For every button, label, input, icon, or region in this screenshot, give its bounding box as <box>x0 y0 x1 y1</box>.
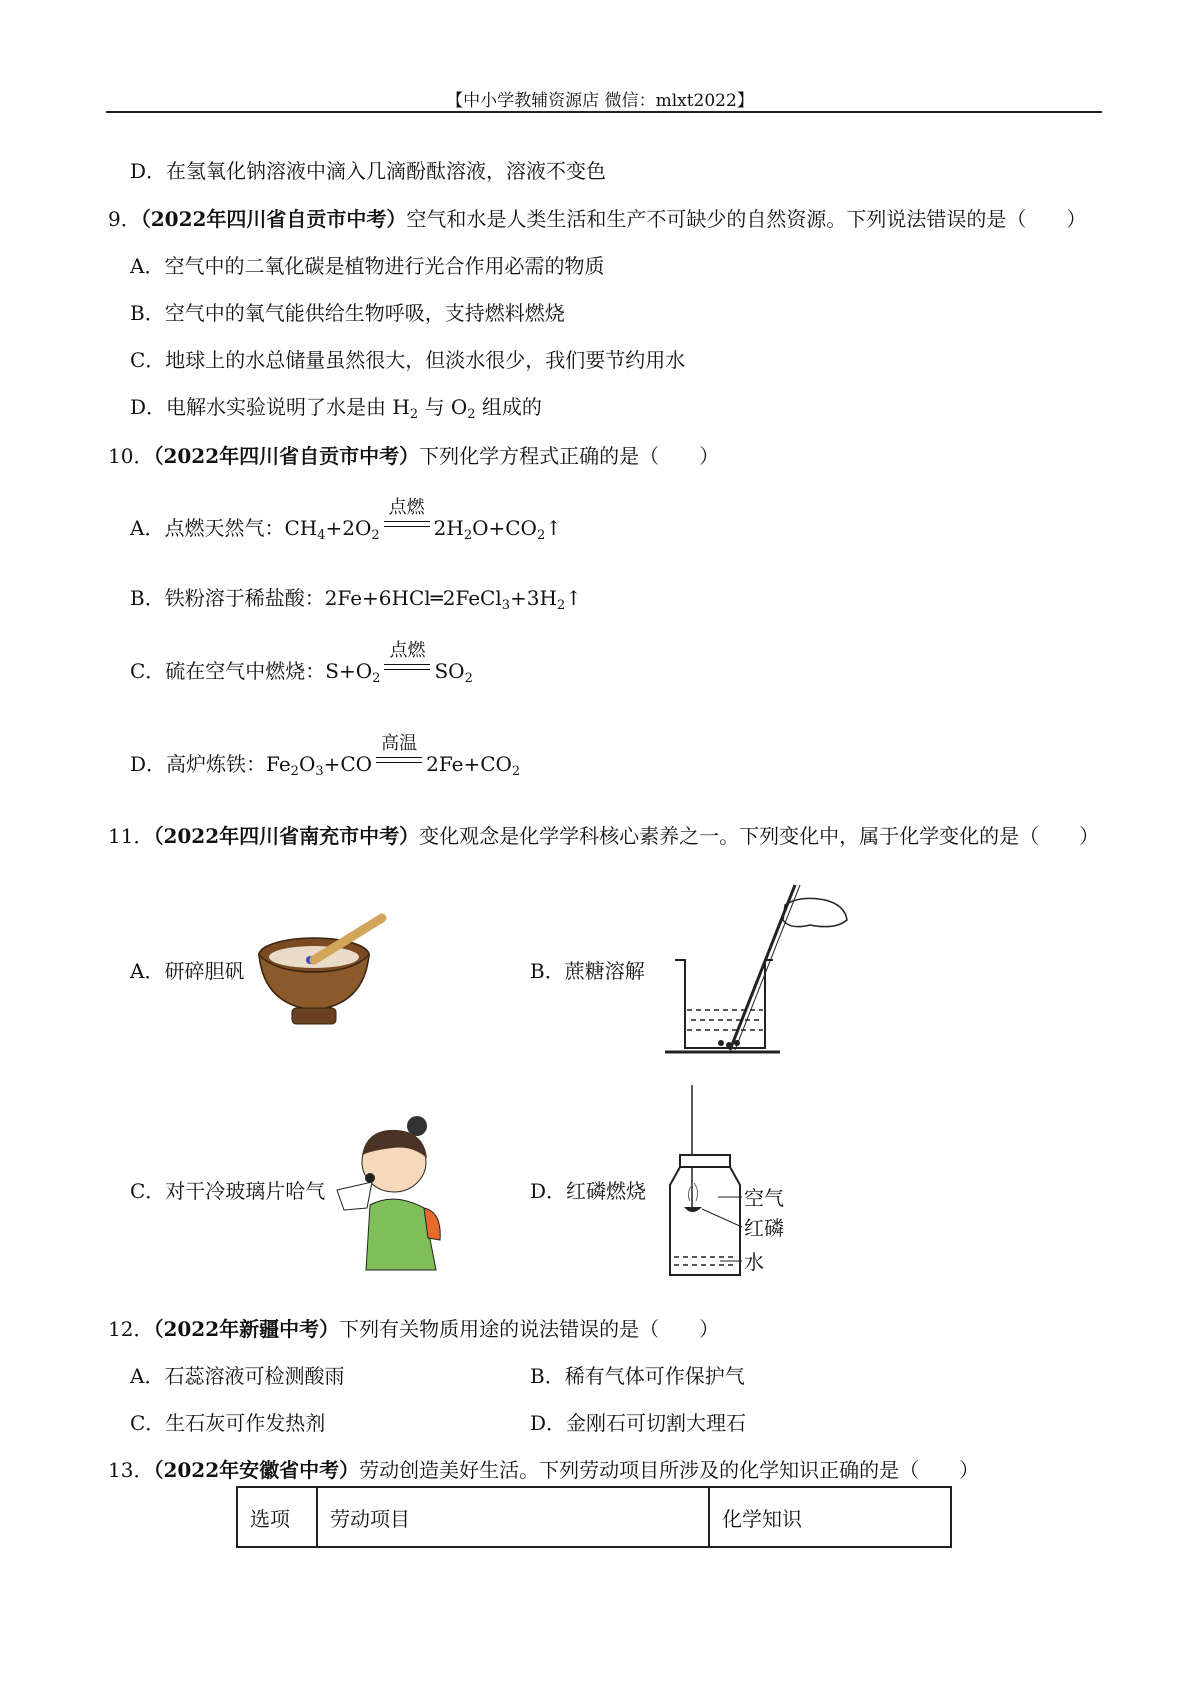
q10-option-d <box>130 733 521 779</box>
equation-text: O+CO <box>472 516 537 540</box>
subscript: 2 <box>511 764 521 779</box>
q10-source: （2022年四川省自贡市中考） <box>153 444 420 468</box>
q13-number: 13． <box>108 1458 154 1482</box>
q9-text: 空气和水是人类生活和生产不可缺少的自然资源。下列说法错误的是（ ） <box>406 207 1087 231</box>
condition-label: 高温 <box>381 733 418 754</box>
q9-option-d <box>130 391 542 420</box>
subscript: 2 <box>290 764 299 779</box>
q9-stem <box>108 203 1086 232</box>
equation-text: 2Fe+CO <box>426 752 512 776</box>
q12-option-c: C．生石灰可作发热剂 <box>130 1411 326 1435</box>
q13-table <box>236 1486 952 1548</box>
q9-option-b: B．空气中的氧气能供给生物呼吸，支持燃料燃烧 <box>130 301 565 325</box>
q10-text: 下列化学方程式正确的是（ ） <box>419 444 720 468</box>
subscript: 2 <box>467 407 476 422</box>
q10-number: 10． <box>108 444 154 468</box>
equation-text: SO <box>434 659 465 683</box>
equation-text: C．硫在空气中燃烧：S+O <box>130 659 373 683</box>
condition-label: 点燃 <box>389 640 426 661</box>
q12-option-b: B．稀有气体可作保护气 <box>530 1364 745 1388</box>
reaction-condition-sign <box>382 640 432 676</box>
beaker-stirring-image <box>665 875 850 1060</box>
table-header-labor-item: 劳动项目 <box>317 1487 709 1547</box>
q11-option-b: B．蔗糖溶解 <box>530 959 645 983</box>
q9-number: 9． <box>108 207 141 231</box>
subscript: 2 <box>463 528 473 543</box>
q13-text: 劳动创造美好生活。下列劳动项目所涉及的化学知识正确的是（ ） <box>359 1458 980 1482</box>
header-rule <box>106 111 1102 113</box>
equation-text: 2H <box>433 516 464 540</box>
q12-number: 12． <box>108 1317 154 1341</box>
q11-option-d: D．红磷燃烧 <box>530 1179 647 1203</box>
q13-source: （2022年安徽省中考） <box>153 1458 360 1482</box>
subscript: 4 <box>317 528 326 543</box>
label-air: 空气 <box>744 1186 784 1210</box>
equation-text: ↑ <box>565 586 583 610</box>
q11-option-c: C．对干冷玻璃片哈气 <box>130 1179 326 1203</box>
table-header-option: 选项 <box>237 1487 317 1547</box>
q9-option-d-text: D．电解水实验说明了水是由 H <box>130 395 410 419</box>
label-water: 水 <box>744 1250 764 1274</box>
q13-stem <box>108 1454 979 1483</box>
reaction-condition-sign <box>374 733 424 769</box>
mortar-pestle-image <box>252 910 392 1035</box>
q12-stem <box>108 1313 719 1342</box>
q11-text: 变化观念是化学学科核心素养之一。下列变化中，属于化学变化的是（ ） <box>419 824 1100 848</box>
condition-label: 点燃 <box>388 497 425 518</box>
q9-option-d-text: 与 O <box>424 395 468 419</box>
table-header-chem-knowledge: 化学知识 <box>709 1487 951 1547</box>
q11-stem <box>108 820 1099 849</box>
subscript: 3 <box>501 598 511 613</box>
page-header: 【中小学教辅资源店 微信：mlxt2022】 <box>446 91 754 111</box>
subscript: 2 <box>464 671 473 686</box>
girl-breathing-on-glass-image <box>332 1110 457 1275</box>
q9-option-a: A．空气中的二氧化碳是植物进行光合作用必需的物质 <box>130 254 605 278</box>
q10-option-b <box>130 582 582 611</box>
q9-source: （2022年四川省自贡市中考） <box>140 207 407 231</box>
equation-text: +3H <box>510 586 557 610</box>
q12-text: 下列有关物质用途的说法错误的是（ ） <box>339 1317 720 1341</box>
subscript: 2 <box>536 528 546 543</box>
q12-option-d: D．金刚石可切割大理石 <box>530 1411 747 1435</box>
reaction-condition-sign <box>382 497 432 533</box>
equation-text: ↑ <box>545 516 562 540</box>
equation-text: B．铁粉溶于稀盐酸：2Fe+6HCl═2FeCl <box>130 586 502 610</box>
equation-text: +2O <box>325 516 372 540</box>
equation-text: O <box>298 752 316 776</box>
q9-option-c: C．地球上的水总储量虽然很大，但淡水很少，我们要节约用水 <box>130 348 686 372</box>
phosphorus-combustion-jar-image <box>660 1085 810 1285</box>
label-red-phosphorus: 红磷 <box>744 1216 784 1240</box>
table-header-row <box>237 1487 951 1547</box>
q10-option-a <box>130 497 562 543</box>
equation-text: A．点燃天然气：CH <box>130 516 318 540</box>
q9-option-d-text: 组成的 <box>481 395 542 419</box>
subscript: 2 <box>371 528 380 543</box>
equation-text: D．高炉炼铁：Fe <box>130 752 291 776</box>
subscript: 2 <box>372 671 381 686</box>
q10-option-c <box>130 640 473 686</box>
q12-option-a: A．石蕊溶液可检测酸雨 <box>130 1364 345 1388</box>
q10-stem <box>108 440 719 469</box>
subscript: 2 <box>409 407 419 422</box>
equation-text: +CO <box>323 752 373 776</box>
q12-source: （2022年新疆中考） <box>153 1317 340 1341</box>
q11-source: （2022年四川省南充市中考） <box>153 824 420 848</box>
q8-option-d: D．在氢氧化钠溶液中滴入几滴酚酞溶液，溶液不变色 <box>130 159 607 183</box>
q11-option-a: A．研碎胆矾 <box>130 959 245 983</box>
subscript: 3 <box>315 764 324 779</box>
q11-number: 11． <box>108 824 154 848</box>
subscript: 2 <box>556 598 566 613</box>
